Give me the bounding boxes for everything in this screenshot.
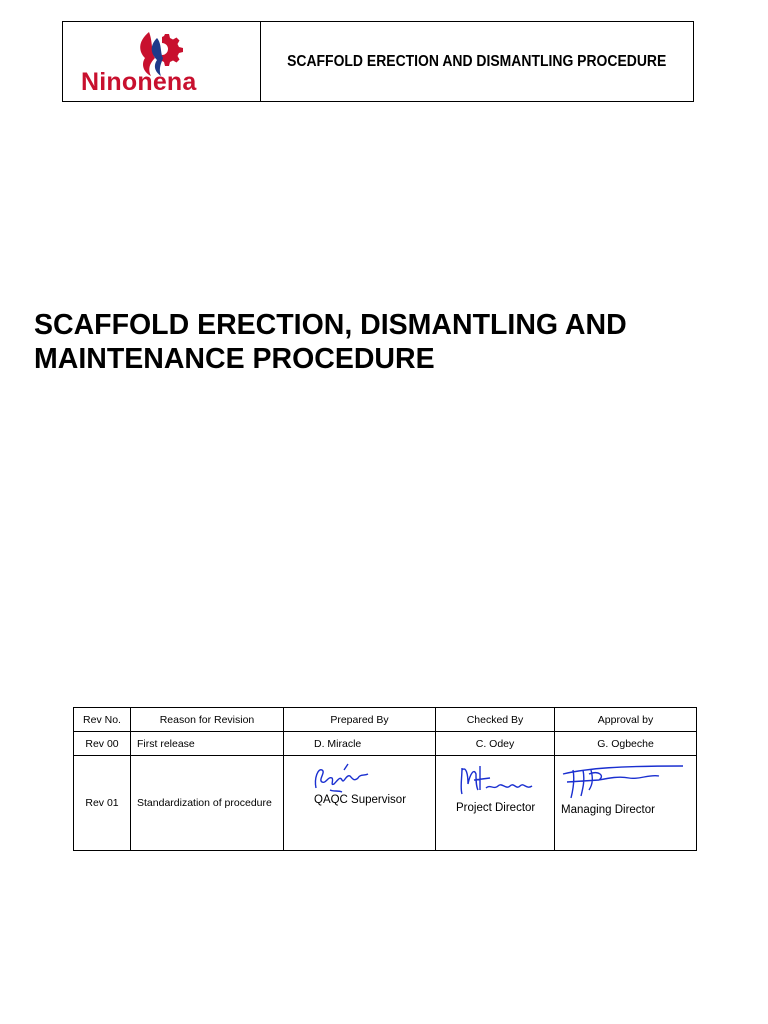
table-header-row bbox=[74, 708, 697, 732]
company-logo bbox=[63, 22, 261, 101]
cell-checked-role: Project Director bbox=[456, 802, 536, 814]
document-title-line-2: MAINTENANCE PROCEDURE bbox=[34, 343, 435, 375]
logo-wordmark: Ninonena bbox=[81, 68, 197, 96]
signature-checked-icon bbox=[456, 760, 540, 800]
cell-prepared: D. Miracle bbox=[284, 732, 436, 756]
header-checked-by: Checked By bbox=[436, 708, 555, 732]
cell-prepared-role: QAQC Supervisor bbox=[314, 794, 407, 806]
cell-approval-role: Managing Director bbox=[561, 804, 655, 816]
cell-approval bbox=[555, 756, 697, 851]
cell-checked: C. Odey bbox=[436, 732, 555, 756]
table-row bbox=[74, 756, 697, 851]
document-header bbox=[62, 21, 694, 102]
cell-prepared bbox=[284, 756, 436, 851]
document-title-line-1: SCAFFOLD ERECTION, DISMANTLING AND bbox=[34, 309, 627, 341]
document-title bbox=[34, 308, 734, 376]
cell-checked bbox=[436, 756, 555, 851]
cell-rev: Rev 01 bbox=[74, 756, 131, 851]
cell-approval: G. Ogbeche bbox=[555, 732, 697, 756]
cell-rev: Rev 00 bbox=[74, 732, 131, 756]
cell-reason: Standardization of procedure bbox=[131, 756, 284, 851]
table-row bbox=[74, 732, 697, 756]
header-title-cell bbox=[261, 22, 693, 101]
header-rev-no: Rev No. bbox=[74, 708, 131, 732]
revision-table bbox=[73, 707, 697, 851]
header-prepared-by: Prepared By bbox=[284, 708, 436, 732]
cell-reason: First release bbox=[131, 732, 284, 756]
header-reason: Reason for Revision bbox=[131, 708, 284, 732]
signature-prepared-icon bbox=[308, 762, 378, 796]
signature-approval-icon bbox=[559, 760, 689, 804]
header-title: SCAFFOLD ERECTION AND DISMANTLING PROCEDURE bbox=[287, 52, 667, 70]
header-approval-by: Approval by bbox=[555, 708, 697, 732]
